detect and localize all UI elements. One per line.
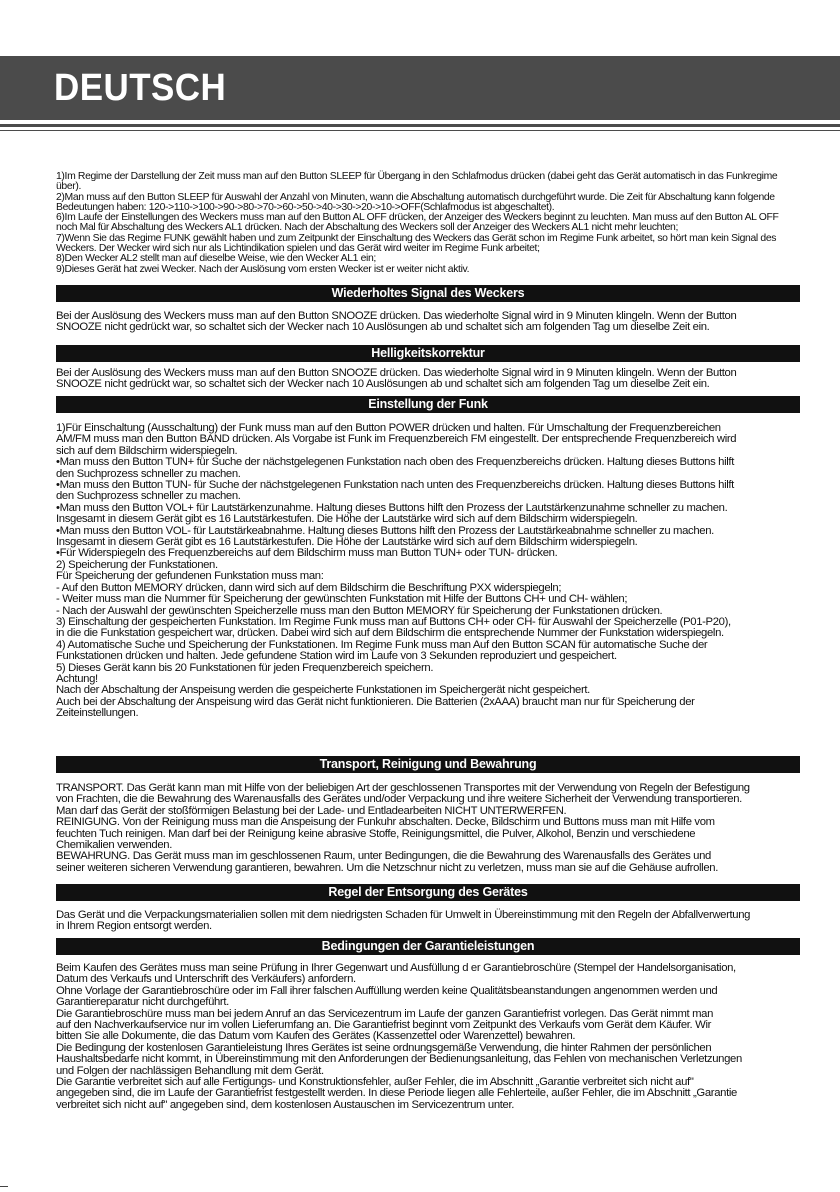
text-line: angegeben sind, die im Laufe der Garantiefrist festgestellt werden. In diese Periode liegen alle Fehlerteile, außer Fehler, die im Abschnitt „Garantie <box>56 1087 737 1100</box>
text-line: bitten Sie alle Dokumente, die das Datum vom Kaufen des Gerätes (Kassenzettel oder Warenzettel) bewahren. <box>56 1030 576 1043</box>
section-heading-disposal: Regel der Entsorgung des Gerätes <box>56 884 800 901</box>
text-line: Bedeutungen haben: 120->110->100->90->80->70->60->50->40->30->20->10->OFF(Schlafmodus ist abgeschaltet). <box>56 201 555 213</box>
text-line: über). <box>56 181 82 193</box>
text-line: - Weiter muss man die Nummer für Speicherung der gewünschten Funkstation mit Hilfe der Buttons CH+ und CH- wählen; <box>56 593 628 606</box>
text-line: Haushaltsbedarfe nicht kommt, in Übereinstimmung mit den Anforderungen der Bedienungsanleitung, das Fehlen von mechanischen Verletzungen <box>56 1053 742 1066</box>
text-line: SNOOZE nicht gedrückt war, so schaltet sich der Wecker nach 10 Auslösungen ab und schaltet sich am folgenden Tag um dieselbe Zeit ein. <box>56 378 710 391</box>
section-body-brightness <box>56 368 800 391</box>
section-body-transport <box>56 783 800 874</box>
text-line: 2)Man muss auf den Button SLEEP für Auswahl der Anzahl von Minuten, wann die Abschaltung automatisch durchgeführt wurde. Die Zeit für Abschaltung kann folgende <box>56 191 775 203</box>
text-line: Die Bedingung der kostenlosen Garantieleistung Ihres Gerätes ist seine ordnungsgemäße Verwendung, die hinter Rahmen der persönlichen <box>56 1041 712 1054</box>
text-line: BEWAHRUNG. Das Gerät muss man im geschlossenen Raum, unter Bedingungen, die die Bewahrung des Warenausfalls des Gerätes und <box>56 850 711 863</box>
text-line: auf den Nachverkaufservice nur im vollen Lieferumfang an. Die Garantiefrist beginnt vom Zeitpunkt des Verkaufs vom Gerät dem Käufer. Wir <box>56 1019 712 1032</box>
text-line: noch Mal für Abschaltung des Weckers AL1 drücken. Nach der Abschaltung des Weckers soll der Anzeiger des Weckers AL1 nicht mehr leuchten; <box>56 222 679 234</box>
text-line: Bei der Auslösung des Weckers muss man auf den Button SNOOZE drücken. Das wiederholte Signal wird in 9 Minuten klingeln. Wenn der Button <box>56 367 737 379</box>
text-line: •Man muss den Button TUN- für Suche der nächstgelegenen Funkstation nach unten des Frequenzbereichs drücken. Haltung dieses Buttons hilft <box>56 479 734 492</box>
text-line: 7)Wenn Sie das Regime FUNK gewählt haben und zum Zeitpunkt der Einschaltung des Weckers das Gerät schon im Regime Funk arbeitet, so hört man kein Signal des <box>56 232 777 244</box>
text-line: 9)Dieses Gerät hat zwei Wecker. Nach der Auslösung vom ersten Wecker ist er weiter nicht aktiv. <box>56 263 470 275</box>
text-line: Auch bei der Abschaltung der Anspeisung wird das Gerät nicht funktionieren. Die Batterien (2xAAA) braucht man nur für Speicherung der <box>56 695 695 708</box>
section-body-radio <box>56 423 800 720</box>
text-line: - Nach der Auswahl der gewünschten Speicherzelle muss man den Button MEMORY für Speicherung der Funkstationen drücken. <box>56 604 663 617</box>
text-line: in Ihrem Region entsorgt werden. <box>56 920 212 933</box>
text-line: Ohne Vorlage der Garantiebroschüre oder im Fall ihrer falschen Auffüllung werden keine Qualitätsbeanstandungen angenommen werden und <box>56 984 718 997</box>
text-line: von Frachten, die die Bewahrung des Warenausfalls des Gerätes und/oder Verpackung und ihre weitere Sicherheit der Verwendung transportieren. <box>56 793 742 806</box>
text-line: Das Gerät und die Verpackungsmaterialien sollen mit dem niedrigsten Schaden für Umwelt in Übereinstimmung mit den Regeln der Abfallverwertung <box>56 909 751 921</box>
text-line: Datum des Verkaufs und Unterschrift des Verkäufers) anfordern. <box>56 973 356 986</box>
section-heading-transport: Transport, Reinigung und Bewahrung <box>56 756 800 773</box>
section-heading-radio: Einstellung der Funk <box>56 396 800 413</box>
section-heading-snooze: Wiederholtes Signal des Weckers <box>56 285 800 302</box>
text-line: 2) Speicherung der Funkstationen. <box>56 558 218 571</box>
text-line: Insgesamt in diesem Gerät gibt es 16 Lautstärkestufen. Die Höhe der Lautstärke wird sich auf dem Bildschirm widerspiegeln. <box>56 536 638 549</box>
language-header-band <box>0 56 840 120</box>
section-body-disposal <box>56 910 800 933</box>
text-line: Man darf das Gerät der stoßförmigen Belastung bei der Lade- und Entladearbeiten NICHT UNTERWERFEN. <box>56 804 567 817</box>
text-line: in die die Funkstation gespeichert war, drücken. Dabei wird sich auf dem Bildschirm die entsprechende Nummer der Funkstation widerspiegeln. <box>56 627 724 640</box>
text-line: sich auf dem Bildschirm widerspiegeln. <box>56 444 238 457</box>
text-line: Die Garantiebroschüre muss man bei jedem Anruf an das Servicezentrum im Laufe der ganzen Garantiefrist vorlegen. Das Gerät nimmt man <box>56 1007 714 1020</box>
text-line: Beim Kaufen des Gerätes muss man seine Prüfung in Ihrer Gegenwart und Ausfüllung d er Garantiebroschüre (Stempel der Handelsorganisation, <box>56 962 736 974</box>
text-line: •Man muss den Button TUN+ für Suche der nächstgelegenen Funkstation nach oben des Frequenzbereichs drücken. Haltung dieses Buttons hilft <box>56 456 735 469</box>
text-line: •Für Widerspiegeln des Frequenzbereichs auf dem Bildschirm muss man Button TUN+ oder TUN- drücken. <box>56 547 558 560</box>
text-line: 3) Einschaltung der gespeicherten Funkstation. Im Regime Funk muss man auf Buttons CH+ oder CH- für Auswahl der Speicherzelle (P01-P20), <box>56 615 731 628</box>
text-line: REINIGUNG. Von der Reinigung muss man die Anspeisung der Funkuhr abschalten. Decke, Bildschirm und Buttons muss man mit Hilfe vom <box>56 816 715 829</box>
text-line: 4) Automatische Suche und Speicherung der Funkstationen. Im Regime Funk muss man Auf den Button SCAN für automatische Suche der <box>56 638 708 651</box>
text-line: Insgesamt in diesem Gerät gibt es 16 Lautstärkestufen. Die Höhe der Lautstärke wird sich auf dem Bildschirm widerspiegeln. <box>56 513 638 526</box>
header-rule-thick <box>0 124 840 127</box>
text-line: Die Garantie verbreitet sich auf alle Fertigungs- und Konstruktionsfehler, außer Fehler, die im Abschnitt „Garantie verbreitet sich nicht auf" <box>56 1076 694 1089</box>
text-line: - Auf den Button MEMORY drücken, dann wird sich auf dem Bildschirm die Beschriftung PXX widerspiegeln; <box>56 581 562 594</box>
text-line: 5) Dieses Gerät kann bis 20 Funkstationen für jeden Frequenzbereich speichern. <box>56 661 434 674</box>
text-line: seiner weiteren sicheren Verwendung garantieren, bewahren. Um die Netzschnur nicht zu verletzen, muss man sie auf die Gehäuse aufrollen. <box>56 861 718 874</box>
text-line: den Suchprozess schneller zu machen. <box>56 467 241 480</box>
intro-paragraph <box>56 172 800 275</box>
text-line: 8)Den Wecker AL2 stellt man auf dieselbe Weise, wie den Wecker AL1 ein; <box>56 253 376 265</box>
text-line: Chemikalien verwenden. <box>56 839 173 852</box>
text-line: verbreitet sich nicht auf" angegeben sind, dem kostenlosen Austauschen im Servicezentrum unter. <box>56 1098 515 1111</box>
text-line: •Man muss den Button VOL+ für Lautstärkenzunahme. Haltung dieses Buttons hilft den Prozess der Lautstärkenzunahme schneller zu machen. <box>56 501 728 514</box>
section-heading-brightness: Helligkeitskorrektur <box>56 345 800 362</box>
text-line: Funkstationen drücken und halten. Jede gefundene Station wird im Laufe von 3 Sekunden reproduziert und gespeichert. <box>56 650 617 663</box>
text-line: feuchten Tuch reinigen. Man darf bei der Reinigung keine abrasive Stoffe, Reinigungsmittel, die Pulver, Alkohol, Benzin und verschiedene <box>56 827 696 840</box>
text-line: Achtung! <box>56 672 98 685</box>
page-corner-mark <box>0 1186 8 1187</box>
text-line: AM/FM muss man den Button BAND drücken. Als Vorgabe ist Funk im Frequenzbereich FM eingestellt. Der entsprechende Frequenzbereich wird <box>56 433 737 446</box>
text-line: SNOOZE nicht gedrückt war, so schaltet sich der Wecker nach 10 Auslösungen ab und schaltet sich am folgenden Tag um dieselbe Zeit ein. <box>56 321 710 334</box>
text-line: 1)Für Einschaltung (Ausschaltung) der Funk muss man auf den Button POWER drücken und halten. Für Umschaltung der Frequenzbereichen <box>56 422 721 434</box>
text-line: Garantiereparatur nicht durchgeführt. <box>56 996 229 1009</box>
section-body-warranty <box>56 963 800 1111</box>
text-line: Zeiteinstellungen. <box>56 707 139 720</box>
text-line: und Folgen der nachlässigen Behandlung mit dem Gerät. <box>56 1064 324 1077</box>
header-rule-thin <box>0 130 840 131</box>
text-line: Nach der Abschaltung der Anspeisung werden die gespeicherte Funkstationen im Speichergerät nicht gespeichert. <box>56 684 590 697</box>
text-line: Weckers. Der Wecker wird sich nur als Lichtindikation spielen und das Gerät wird weiter im Regime Funk arbeitet; <box>56 243 540 255</box>
text-line: TRANSPORT. Das Gerät kann man mit Hilfe von der beliebigen Art der geschlossenen Transportes mit der Verwendung von Regeln der Befestigung <box>56 782 750 794</box>
text-line: Für Speicherung der gefundenen Funkstation muss man: <box>56 570 324 583</box>
text-line: den Suchprozess schneller zu machen. <box>56 490 241 503</box>
text-line: 1)Im Regime der Darstellung der Zeit muss man auf den Button SLEEP für Übergang in den Schlafmodus drücken (dabei geht das Gerät automatisch in das Funkregime <box>56 171 778 182</box>
section-heading-warranty: Bedingungen der Garantieleistungen <box>56 938 800 955</box>
text-line: 6)Im Laufe der Einstellungen des Weckers muss man auf den Button AL OFF drücken, der Anzeiger des Weckers beginnt zu leuchten. Man muss auf den Button AL OFF <box>56 212 779 224</box>
page-title: DEUTSCH <box>54 67 227 109</box>
text-line: •Man muss den Button VOL- für Lautstärkeabnahme. Haltung dieses Buttons hilft den Prozess der Lautstärkeabnahme schneller zu machen. <box>56 524 714 537</box>
text-line: Bei der Auslösung des Weckers muss man auf den Button SNOOZE drücken. Das wiederholte Signal wird in 9 Minuten klingeln. Wenn der Button <box>56 310 737 322</box>
section-body-snooze <box>56 311 800 334</box>
